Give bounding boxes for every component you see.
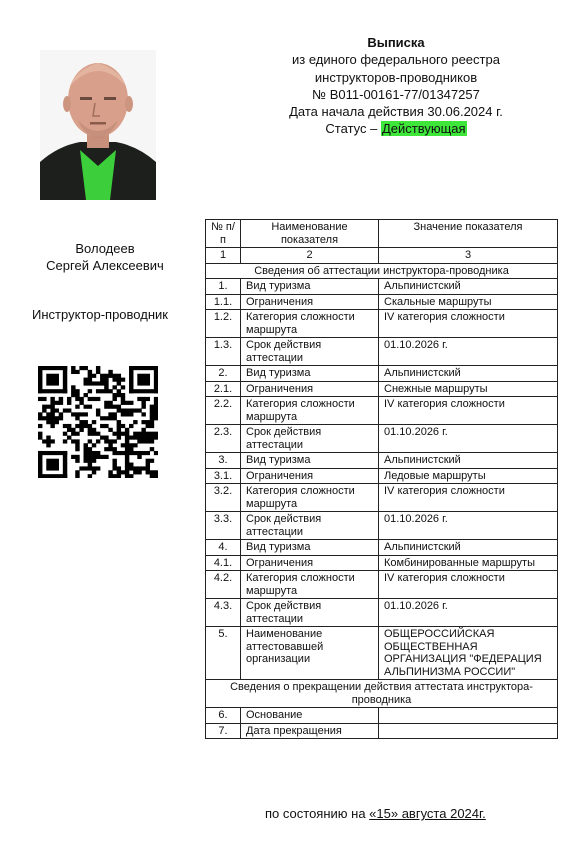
col-index: 1 [206, 248, 241, 264]
table-row [206, 571, 558, 599]
table-row [206, 484, 558, 512]
person-photo [40, 50, 156, 200]
row-value: 01.10.2026 г. [379, 599, 558, 627]
row-value: Альпинистский [379, 279, 558, 295]
row-number: 4.3. [206, 599, 241, 627]
col-header-number: № п/п [206, 220, 241, 248]
row-indicator: Вид туризма [241, 540, 379, 556]
row-value: 01.10.2026 г. [379, 338, 558, 366]
table-row [206, 366, 558, 382]
row-number: 4.1. [206, 555, 241, 571]
document-header [226, 34, 566, 138]
row-indicator: Вид туризма [241, 366, 379, 382]
status-line [226, 120, 566, 137]
row-indicator: Вид туризма [241, 453, 379, 469]
table-row [206, 381, 558, 397]
row-indicator: Ограничения [241, 294, 379, 310]
row-indicator: Основание [241, 708, 379, 724]
row-value: 01.10.2026 г. [379, 512, 558, 540]
row-indicator: Ограничения [241, 555, 379, 571]
section-title: Сведения о прекращении действия аттестата инструктора-проводника [206, 680, 558, 708]
row-number: 2. [206, 366, 241, 382]
document-title: Выписка [367, 35, 425, 50]
row-number: 3. [206, 453, 241, 469]
table-row [206, 453, 558, 469]
table-row [206, 540, 558, 556]
row-number: 4. [206, 540, 241, 556]
table-row [206, 599, 558, 627]
person-given-name: Сергей Алексеевич [46, 258, 164, 273]
row-value: Скальные маршруты [379, 294, 558, 310]
section-title-row [206, 263, 558, 279]
table-row [206, 468, 558, 484]
qr-code [38, 366, 158, 478]
col-index: 2 [241, 248, 379, 264]
row-indicator: Срок действия аттестации [241, 512, 379, 540]
table-header-row [206, 220, 558, 248]
registry-table [205, 219, 558, 739]
row-number: 3.1. [206, 468, 241, 484]
row-number: 6. [206, 708, 241, 724]
registry-number: № В011-00161-77/01347257 [312, 86, 480, 102]
row-number: 5. [206, 627, 241, 680]
row-indicator: Категория сложности маршрута [241, 397, 379, 425]
status-label: Статус – [325, 121, 381, 137]
table-row [206, 723, 558, 739]
table-row [206, 294, 558, 310]
row-value: Альпинистский [379, 540, 558, 556]
table-row [206, 708, 558, 724]
row-value: Ледовые маршруты [379, 468, 558, 484]
footer-prefix: по состоянию на [265, 806, 370, 821]
row-indicator: Категория сложности маршрута [241, 484, 379, 512]
row-value: Снежные маршруты [379, 381, 558, 397]
footer-date: «15» августа 2024г. [369, 806, 486, 821]
person-name [20, 240, 190, 274]
row-number: 3.2. [206, 484, 241, 512]
row-value [379, 723, 558, 739]
col-header-name: Наименование показателя [241, 220, 379, 248]
row-indicator: Ограничения [241, 468, 379, 484]
table-row [206, 338, 558, 366]
row-value: Альпинистский [379, 453, 558, 469]
person-surname: Володеев [75, 241, 135, 256]
row-number: 1. [206, 279, 241, 295]
row-indicator: Вид туризма [241, 279, 379, 295]
row-number: 1.1. [206, 294, 241, 310]
table-row [206, 397, 558, 425]
col-header-value: Значение показателя [379, 220, 558, 248]
row-indicator: Срок действия аттестации [241, 338, 379, 366]
col-index: 3 [379, 248, 558, 264]
person-position: Инструктор-проводник [32, 307, 168, 322]
row-value [379, 708, 558, 724]
row-value: IV категория сложности [379, 484, 558, 512]
table-row [206, 310, 558, 338]
row-indicator: Срок действия аттестации [241, 599, 379, 627]
start-date: Дата начала действия 30.06.2024 г. [289, 104, 503, 120]
section-title: Сведения об аттестации инструктора-проводника [206, 263, 558, 279]
row-number: 2.1. [206, 381, 241, 397]
row-value: Альпинистский [379, 366, 558, 382]
row-indicator: Категория сложности маршрута [241, 571, 379, 599]
table-row [206, 627, 558, 680]
table-row [206, 279, 558, 295]
row-number: 7. [206, 723, 241, 739]
row-value: IV категория сложности [379, 397, 558, 425]
row-value: 01.10.2026 г. [379, 425, 558, 453]
row-number: 1.3. [206, 338, 241, 366]
row-indicator: Дата прекращения [241, 723, 379, 739]
footer-date-line [265, 806, 486, 821]
row-number: 2.2. [206, 397, 241, 425]
row-value: ОБЩЕРОССИЙСКАЯ ОБЩЕСТВЕННАЯ ОРГАНИЗАЦИЯ "ФЕДЕРАЦИЯ АЛЬПИНИЗМА РОССИИ" [379, 627, 558, 680]
header-line-1: из единого федерального реестра [292, 52, 500, 68]
row-indicator: Наименование аттестовавшей организации [241, 627, 379, 680]
row-value: IV категория сложности [379, 310, 558, 338]
table-row [206, 555, 558, 571]
section-title-row [206, 680, 558, 708]
row-indicator: Категория сложности маршрута [241, 310, 379, 338]
table-index-row [206, 248, 558, 264]
table-row [206, 425, 558, 453]
row-indicator: Срок действия аттестации [241, 425, 379, 453]
status-badge: Действующая [381, 121, 466, 137]
table-row [206, 512, 558, 540]
row-number: 2.3. [206, 425, 241, 453]
row-number: 1.2. [206, 310, 241, 338]
row-indicator: Ограничения [241, 381, 379, 397]
row-value: IV категория сложности [379, 571, 558, 599]
row-number: 4.2. [206, 571, 241, 599]
row-number: 3.3. [206, 512, 241, 540]
header-line-2: инструкторов-проводников [314, 69, 478, 85]
row-value: Комбинированные маршруты [379, 555, 558, 571]
